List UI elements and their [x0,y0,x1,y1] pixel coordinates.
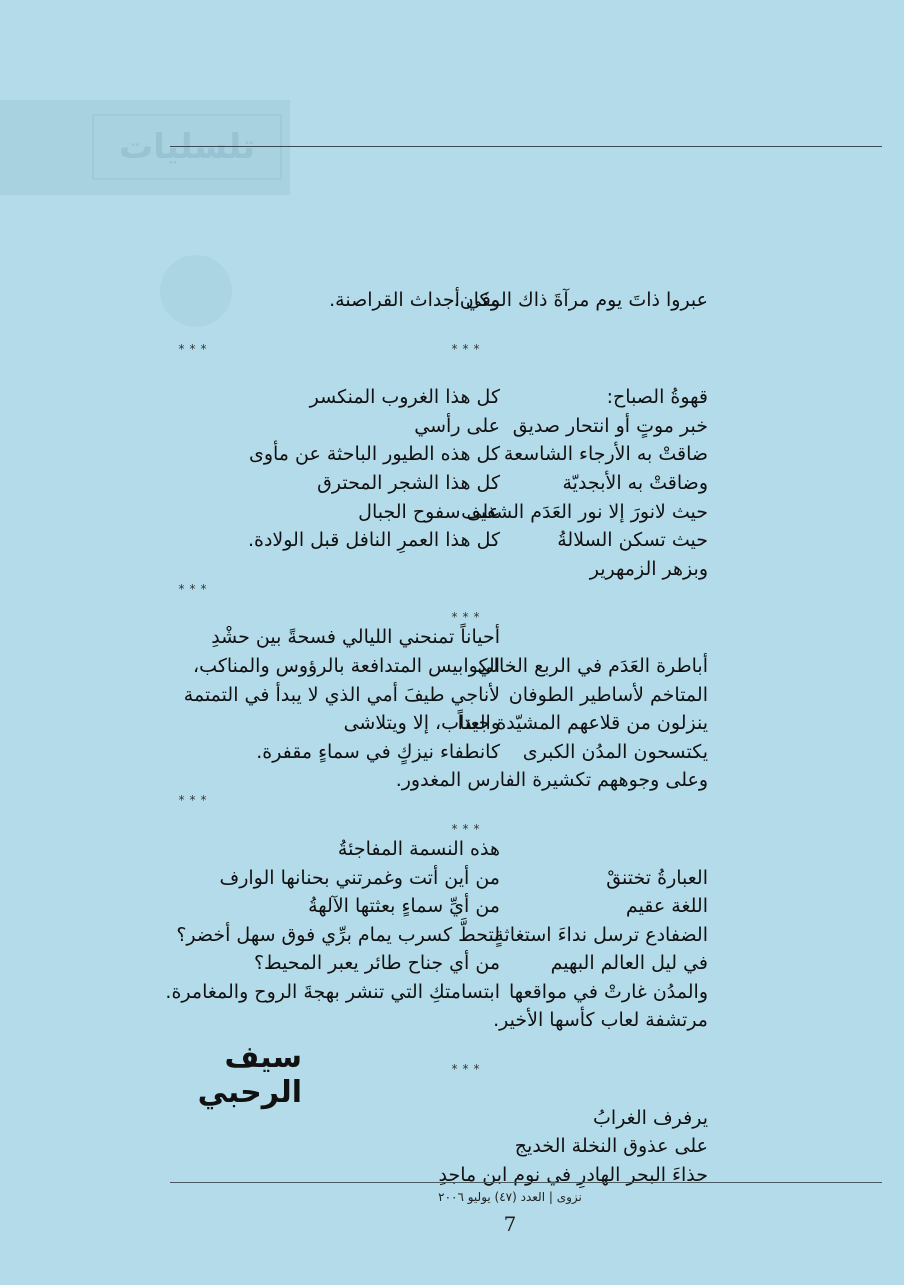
poem-line: وبزهر الزمهرير [589,557,708,580]
poem-line: هذه النسمة المفاجئةُ [337,837,500,860]
stanza-gap [348,1035,708,1055]
poem-line: مرتشفة لعاب كأسها الأخير. [493,1009,708,1032]
section-separator: *** [178,341,212,356]
poem-line: وفي أجداث القراصنة. [329,289,500,311]
page-number: 7 [503,1212,517,1236]
poem-left-column [60,286,500,1006]
section-separator: *** [178,581,212,596]
poem-line: وضاقتْ به الأبجديّة [562,471,708,494]
poem-line: كانطفاء نيزكٍ في سماءٍ مقفرة. [256,740,500,763]
poem-line: والعتاب، إلا ويتلاشى [343,712,500,735]
section-separator: *** [178,793,212,808]
author-name: سيف الرحبي [197,1040,302,1110]
poem-line: المتاخم لأساطير الطوفان [508,683,708,706]
poem-line: خبر موتٍ أو انتحار صديق [512,414,708,437]
poem-line: قهوةُ الصباح: [606,386,708,409]
section-separator: *** [451,1062,485,1077]
poem-line: كل هذا الشجر المحترق [317,471,500,494]
poem-line: الكوابيس المتدافعة بالرؤوس والمناكب، [193,654,500,677]
top-divider [170,146,882,147]
section-tab-label: تلسليات [92,114,282,180]
poem-line: لأناجي طيفَ أمي الذي لا يبدأ في التمتمة [183,683,500,706]
poem-line: العبارةُ تختنقْ [606,866,708,889]
poem-line: من أيِّ سماءٍ بعثتها الآلهةُ [308,895,500,918]
poem-line: على رأسي [414,414,500,437]
poem-line: من أين أتت وغمرتني بحنانها الوارف [219,866,500,889]
stanza-gap [60,315,500,335]
journal-issue-info: نزوى | العدد (٤٧) يوليو ٢٠٠٦ [438,1190,582,1204]
poem-line: وعلى وجوههم تكشيرة الفارس المغدور. [395,769,708,792]
poem-line: الضفادع ترسل نداءَ استغاثةٍ [494,923,708,946]
stanza-gap [60,815,500,835]
poem-line: ضاقتْ به الأرجاء الشاسعة [503,443,708,466]
poem-line: كل هذا الغروب المنكسر [309,386,500,409]
section-separator: *** [451,610,485,625]
stanza-gap [60,555,500,575]
poem-line: كل هذه الطيور الباحثة عن مأوى [248,443,500,466]
poem-line: اللغة عقيم [625,895,708,918]
poem-line: في ليل العالم البهيم [550,952,708,975]
stanza-gap [60,603,500,623]
section-tab-background [0,100,290,195]
poem-line: حيث لانورَ إلا نور العَدَم الشفيف [461,500,708,523]
poem-line: ينزلون من قلاعهم المشيّدة جيداً [457,712,708,735]
section-separator: *** [451,821,485,836]
poem-line: ابتسامتكِ التي تنشر بهجةَ الروح والمغامرة. [165,980,500,1003]
poem-line: يكتسحون المدُن الكبرى [522,740,708,763]
poem-line: أحياناً تمنحني الليالي فسحةً بين حشْدِ [211,626,500,649]
poem-line: على عذوق النخلة الخديج [514,1135,708,1158]
poem-line: عبروا ذاتَ يوم مرآةَ ذاك المكان. [453,289,708,311]
poem-line: حذاءَ البحر الهادرِ في نوم ابن ماجدِ [438,1163,708,1186]
poem-line: كل هذا العمرِ النافل قبل الولادة. [247,529,500,552]
stanza-gap [348,1084,708,1104]
poem-line: لتحطَّ كسرب يمام برِّي فوق سهل أخضر؟ [176,923,500,946]
bottom-divider [170,1182,882,1183]
poem-line: حيث تسكن السلالةُ [557,529,708,552]
poem-line: أباطرة العَدَم في الربع الخالي [477,654,708,677]
poem-line: والمدُن غارتْ في مواقعها [508,980,708,1003]
section-separator: *** [451,341,485,356]
poem-line: من أي جناح طائر يعبر المحيط؟ [253,952,500,975]
stanza-gap [60,766,500,786]
stanza-gap [60,363,500,383]
poem-line: يرفرف الغرابُ [593,1106,708,1129]
poem-line: على سفوح الجبال [358,500,500,523]
